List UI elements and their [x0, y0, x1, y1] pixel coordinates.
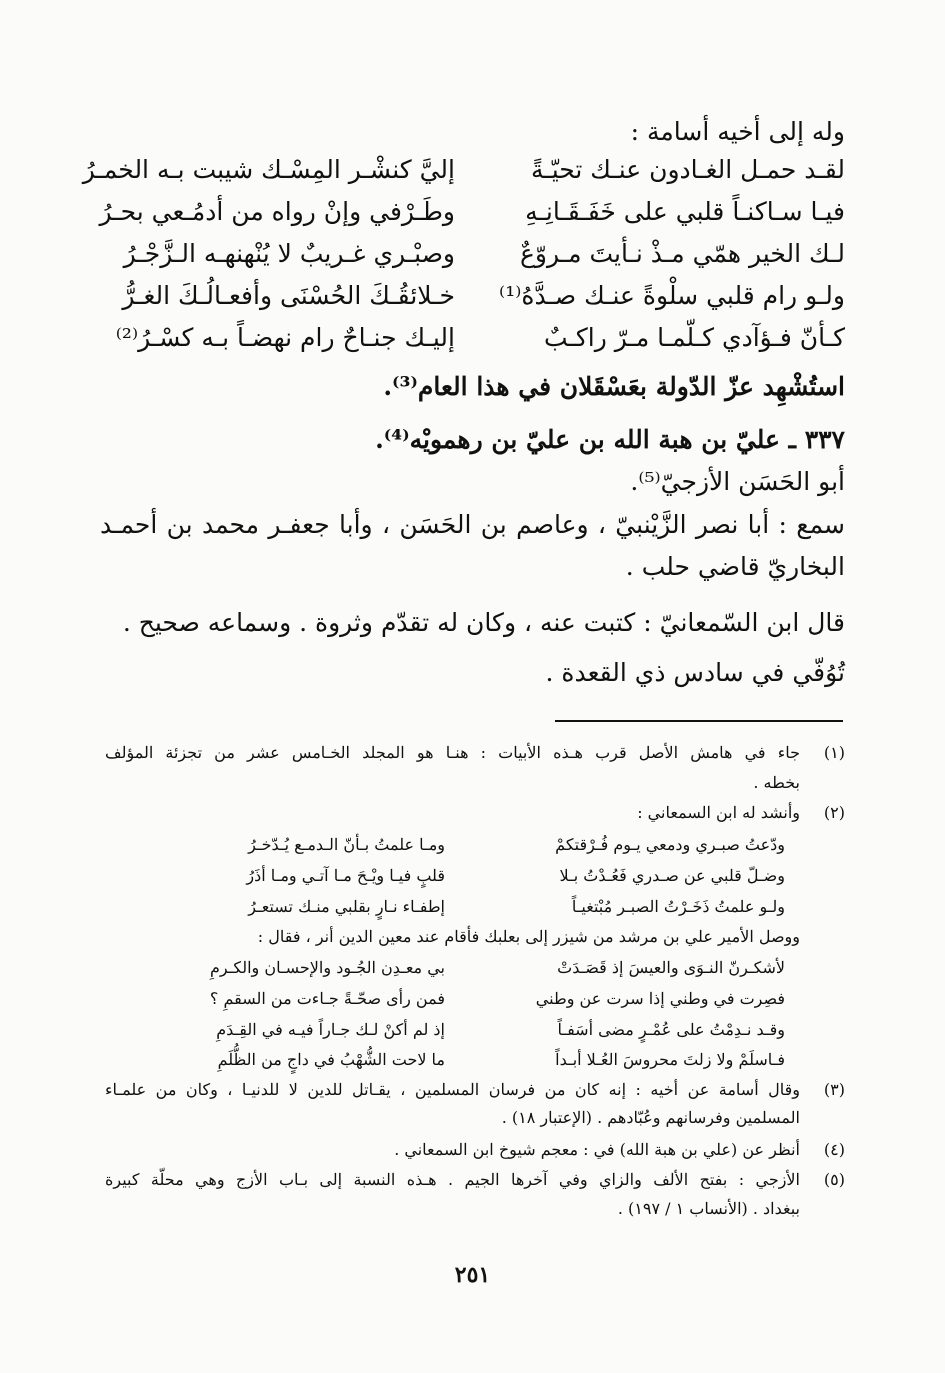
footnote-2-verse-1-left: ومـا علمتُ بـأنّ الـدمـع يُـدّخـرُ — [248, 835, 445, 854]
footnote-2-prose: ووصل الأمير علي بن مرشد من شيزر إلى بعلبك فأقام عند معين الدين أنر ، فقال : — [257, 927, 800, 946]
footnote-4-number: (٤) — [823, 1140, 845, 1159]
footnote-3-line-1: وقال أسامة عن أخيه : إنه كان من فرسان المسلمين ، يقـاتل للدين لا للدنيـا ، وكان من علمـاء — [105, 1080, 800, 1099]
footnote-2-verse-4-left: بي معـدِن الجُـود والإحسـان والكـرمِ — [209, 958, 445, 977]
footnote-1-line-2: بخطه . — [753, 773, 800, 792]
samani-quote: قال ابن السّمعانيّ : كتبت عنه ، وكان له تقدّم وثروة . وسماعه صحيح . — [122, 608, 845, 637]
verse-3-right: لـك الخير همّي مـذْ نـأيتَ مـروّعٌ — [520, 239, 845, 268]
footnote-2-verse-5-left: فمن رأى صحّـةً جـاءت من السقمِ ؟ — [209, 989, 445, 1008]
entry-kunya: أبو الحَسَن الأزجيّ⁽⁵⁾. — [630, 467, 845, 496]
footnote-5-line-2: ببغداد . (الأنساب ١ / ١٩٧) . — [617, 1199, 800, 1218]
verse-3-left: وصبْـري غـريبٌ لا يُنْهنهـه الـزَّجْـرُ — [123, 239, 455, 268]
footnote-2-verse-1-right: ودّعتُ صبـري ودمعي يـوم فُـرْقتكمْ — [555, 835, 785, 854]
verse-2-left: وطَـرْفي وإنْ رواه من أدمُـعي بحـرُ — [99, 197, 455, 226]
verse-1-right: لقـد حمـل الغـادون عنـك تحيّـةً — [530, 155, 845, 184]
footnote-1-line-1: جاء في هامش الأصل قرب هـذه الأبيات : هنـا هو المجلد الخـامس عشر من تجزئة المؤلف — [105, 743, 801, 762]
page-number: ٢٥١ — [454, 1262, 491, 1288]
footnote-5-line-1: الأزجي : بفتح الألف والزاي وفي آخرها الجيم . هـذه النسبة إلى بـاب الأزج وهي محلّة كبيرة — [105, 1170, 800, 1189]
footnote-2-number: (٢) — [823, 803, 845, 822]
verse-2-right: فيـا سـاكنـاً قلبي على خَفَـقَـانِـهِ — [525, 197, 845, 226]
footnote-3-line-2: المسلمين وفرسانهم وعُبّادهم . (الإعتبار ١٨) . — [501, 1108, 800, 1127]
heard-line-2: البخاريّ قاضي حلب . — [625, 552, 845, 581]
footnote-5-number: (٥) — [823, 1170, 845, 1189]
footnote-1-number: (١) — [823, 743, 845, 762]
footnote-2-verse-5-right: فصِرت في وطني إذا سرت عن وطني — [535, 989, 785, 1008]
martyr-note: استُشْهِد عزّ الدّولة بعَسْقَلان في هذا العام⁽³⁾. — [383, 372, 845, 401]
poem-intro: وله إلى أخيه أسامة : — [630, 117, 845, 146]
footnote-2-verse-3-right: ولـو علمتُ ذَخَـرْتُ الصبـر مُبْتغيـاً — [571, 897, 785, 916]
verse-1-left: إليَّ كنشْـر المِسْـك شيبت بـه الخمـرُ — [82, 155, 455, 184]
death-date: تُوُفّي في سادس ذي القعدة . — [545, 658, 845, 687]
footnote-divider — [555, 720, 843, 722]
verse-4-right: ولـو رام قلبي سلْوةً عنـك صـدَّهُ⁽¹⁾ — [499, 281, 845, 310]
footnote-2-verse-2-left: قلبٍ فيـا ويْـحَ مـا آتـي ومـا أذَرُ — [246, 866, 445, 885]
footnote-2-verse-6-left: إذ لم أكنْ لـك جـاراً فيـه في القِـدَمِ — [216, 1020, 445, 1039]
footnote-2-verse-7-right: فـاسلَمْ ولا زلتَ محروسَ العُـلا أبـداً — [555, 1050, 785, 1069]
footnote-3-number: (٣) — [823, 1080, 845, 1099]
verse-4-left: خـلائقُـكَ الحُسْنَى وأفعـالُـكَ الغـرُّ — [122, 281, 455, 310]
footnote-4-line-1: أنظر عن (علي بن هبة الله) في : معجم شيوخ ابن السمعاني . — [394, 1140, 800, 1159]
footnote-2-verse-2-right: وضـلّ قلبي عن صـدري فَعُـدْتُ بـلا — [559, 866, 785, 885]
footnote-2-verse-3-left: إطفـاء نـارٍ بقلبي منـك تستعـرُ — [248, 897, 445, 916]
verse-5-left: إليـك جنـاحٌ رام نهضـاً بـه كسْـرُ⁽²⁾ — [115, 323, 455, 352]
footnote-2-intro: وأنشد له ابن السمعاني : — [637, 803, 800, 822]
footnote-2-verse-7-left: ما لاحت الشُّهْبُ في داجٍ من الظُّلَمِ — [217, 1050, 445, 1069]
verse-5-right: كـأنّ فـؤآدي كـلّمـا مـرّ راكـبٌ — [543, 323, 845, 352]
footnote-2-verse-4-right: لأشكـرنّ النـوَى والعيسَ إذ قَصَـدَتْ — [557, 958, 785, 977]
entry-heading: ٣٣٧ ـ عليّ بن هبة الله بن عليّ بن رهمويْه⁽⁴⁾. — [375, 425, 845, 454]
heard-line-1: سمع : أبا نصر الزَّيْنبيّ ، وعاصم بن الحَسَن ، وأبا جعفـر محمد بن أحمـد — [100, 510, 845, 539]
footnote-2-verse-6-right: وقـد نـدِمْتُ على عُمْـرٍ مضى أسَفـاً — [557, 1020, 785, 1039]
